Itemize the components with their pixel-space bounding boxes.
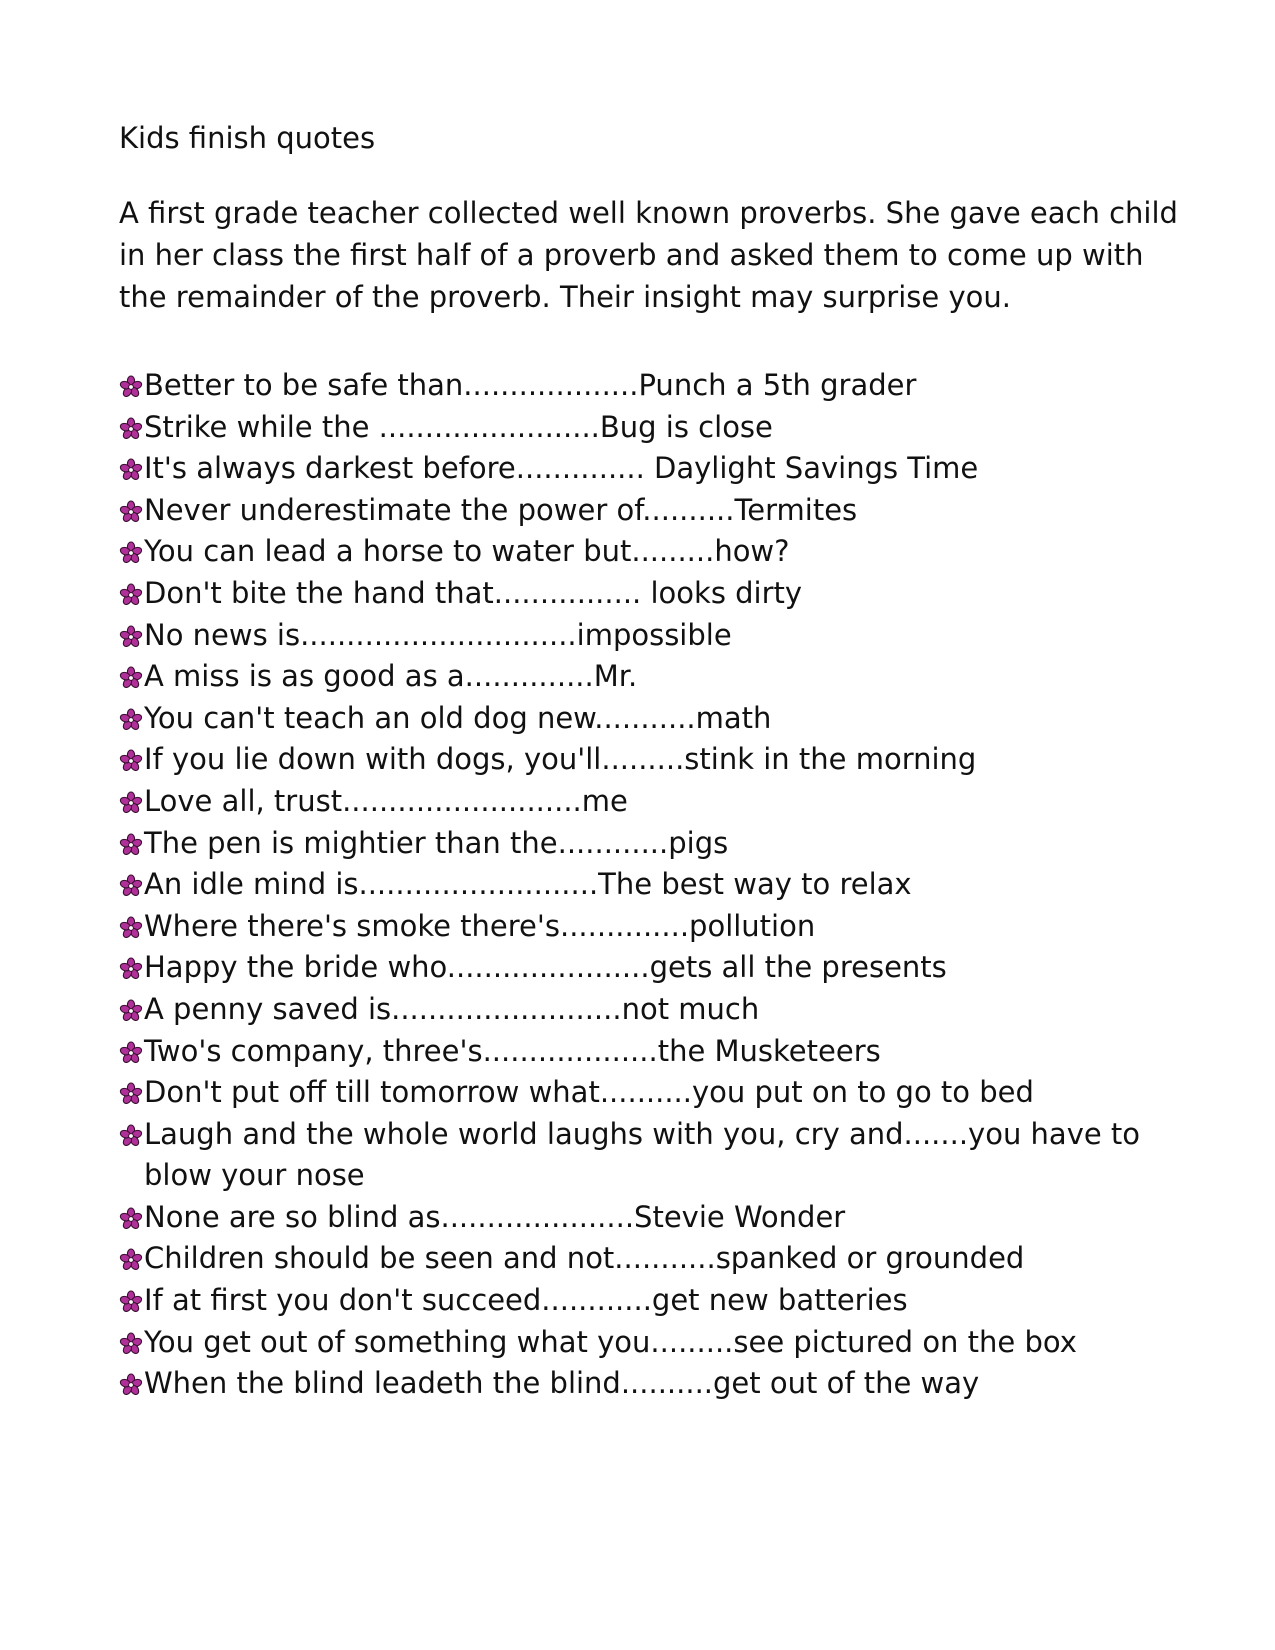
flower-icon bbox=[119, 1332, 143, 1356]
proverb-text: Laugh and the whole world laughs with you, cry and.......you have to blow your nose bbox=[144, 1116, 1141, 1193]
flower-icon bbox=[119, 708, 143, 732]
proverb-text: If you lie down with dogs, you'll.........stink in the morning bbox=[144, 742, 977, 777]
proverb-item bbox=[119, 823, 1179, 865]
proverb-item bbox=[119, 490, 1179, 532]
proverb-item bbox=[119, 698, 1179, 740]
flower-icon bbox=[119, 375, 143, 399]
proverb-item bbox=[119, 906, 1179, 948]
proverb-list bbox=[119, 365, 1179, 1405]
proverb-text: A penny saved is.........................not much bbox=[144, 991, 760, 1026]
proverb-text: Never underestimate the power of..........Termites bbox=[144, 492, 858, 527]
flower-icon bbox=[119, 583, 143, 607]
proverb-item bbox=[119, 1031, 1179, 1073]
flower-icon bbox=[119, 458, 143, 482]
proverb-text: Don't put off till tomorrow what..........you put on to go to bed bbox=[144, 1075, 1034, 1110]
proverb-item bbox=[119, 989, 1179, 1031]
flower-icon bbox=[119, 1290, 143, 1314]
proverb-text: Where there's smoke there's..............pollution bbox=[144, 908, 816, 943]
proverb-item bbox=[119, 365, 1179, 407]
proverb-text: Better to be safe than...................Punch a 5th grader bbox=[144, 368, 917, 402]
proverb-item bbox=[119, 1114, 1179, 1197]
flower-icon bbox=[119, 916, 143, 940]
proverb-text: None are so blind as.....................Stevie Wonder bbox=[144, 1199, 846, 1234]
proverb-text: You can't teach an old dog new...........math bbox=[144, 700, 772, 735]
flower-icon bbox=[119, 1248, 143, 1272]
proverb-item bbox=[119, 573, 1179, 615]
proverb-text: Two's company, three's...................the Musketeers bbox=[144, 1033, 881, 1068]
flower-icon bbox=[119, 541, 143, 565]
flower-icon bbox=[119, 833, 143, 857]
proverb-text: You can lead a horse to water but.........how? bbox=[144, 534, 790, 569]
flower-icon bbox=[119, 417, 143, 441]
proverb-item bbox=[119, 1280, 1179, 1322]
flower-icon bbox=[119, 999, 143, 1023]
proverb-item bbox=[119, 1322, 1179, 1364]
document-title: Kids finish quotes bbox=[119, 121, 376, 155]
proverb-item bbox=[119, 656, 1179, 698]
proverb-item bbox=[119, 864, 1179, 906]
proverb-item bbox=[119, 1238, 1179, 1280]
proverb-text: Don't bite the hand that................ looks dirty bbox=[144, 575, 803, 610]
flower-icon bbox=[119, 666, 143, 690]
flower-icon bbox=[119, 625, 143, 649]
proverb-item bbox=[119, 615, 1179, 657]
proverb-item bbox=[119, 448, 1179, 490]
flower-icon bbox=[119, 749, 143, 773]
proverb-item bbox=[119, 1197, 1179, 1239]
flower-icon bbox=[119, 1082, 143, 1106]
flower-icon bbox=[119, 957, 143, 981]
flower-icon bbox=[119, 1124, 143, 1148]
proverb-text: Love all, trust..........................me bbox=[144, 783, 628, 818]
flower-icon bbox=[119, 874, 143, 898]
proverb-text: Children should be seen and not...........spanked or grounded bbox=[144, 1241, 1025, 1276]
proverb-text: Happy the bride who......................gets all the presents bbox=[144, 950, 947, 985]
proverb-text: It's always darkest before.............. Daylight Savings Time bbox=[144, 451, 979, 486]
proverb-text: A miss is as good as a..............Mr. bbox=[144, 659, 638, 694]
flower-icon bbox=[119, 500, 143, 524]
proverb-item bbox=[119, 781, 1179, 823]
proverb-text: Strike while the ........................Bug is close bbox=[144, 409, 773, 444]
intro-paragraph: A first grade teacher collected well known proverbs. She gave each child in her class the first half of a proverb and asked them to come up with the remainder of the proverb. Their insight may surprise you. bbox=[119, 196, 1178, 314]
proverb-item bbox=[119, 947, 1179, 989]
proverb-item bbox=[119, 407, 1179, 449]
proverb-text: When the blind leadeth the blind..........get out of the way bbox=[144, 1366, 980, 1401]
proverb-item bbox=[119, 739, 1179, 781]
proverb-item bbox=[119, 1072, 1179, 1114]
proverb-text: If at first you don't succeed............get new batteries bbox=[144, 1283, 908, 1318]
flower-icon bbox=[119, 791, 143, 815]
proverb-text: You get out of something what you.........see pictured on the box bbox=[144, 1324, 1077, 1359]
proverb-text: No news is..............................impossible bbox=[144, 617, 732, 652]
flower-icon bbox=[119, 1373, 143, 1397]
proverb-item bbox=[119, 531, 1179, 573]
proverb-text: The pen is mightier than the............pigs bbox=[144, 825, 729, 860]
flower-icon bbox=[119, 1041, 143, 1065]
flower-icon bbox=[119, 1207, 143, 1231]
proverb-item bbox=[119, 1363, 1179, 1405]
proverb-text: An idle mind is..........................The best way to relax bbox=[144, 867, 912, 902]
